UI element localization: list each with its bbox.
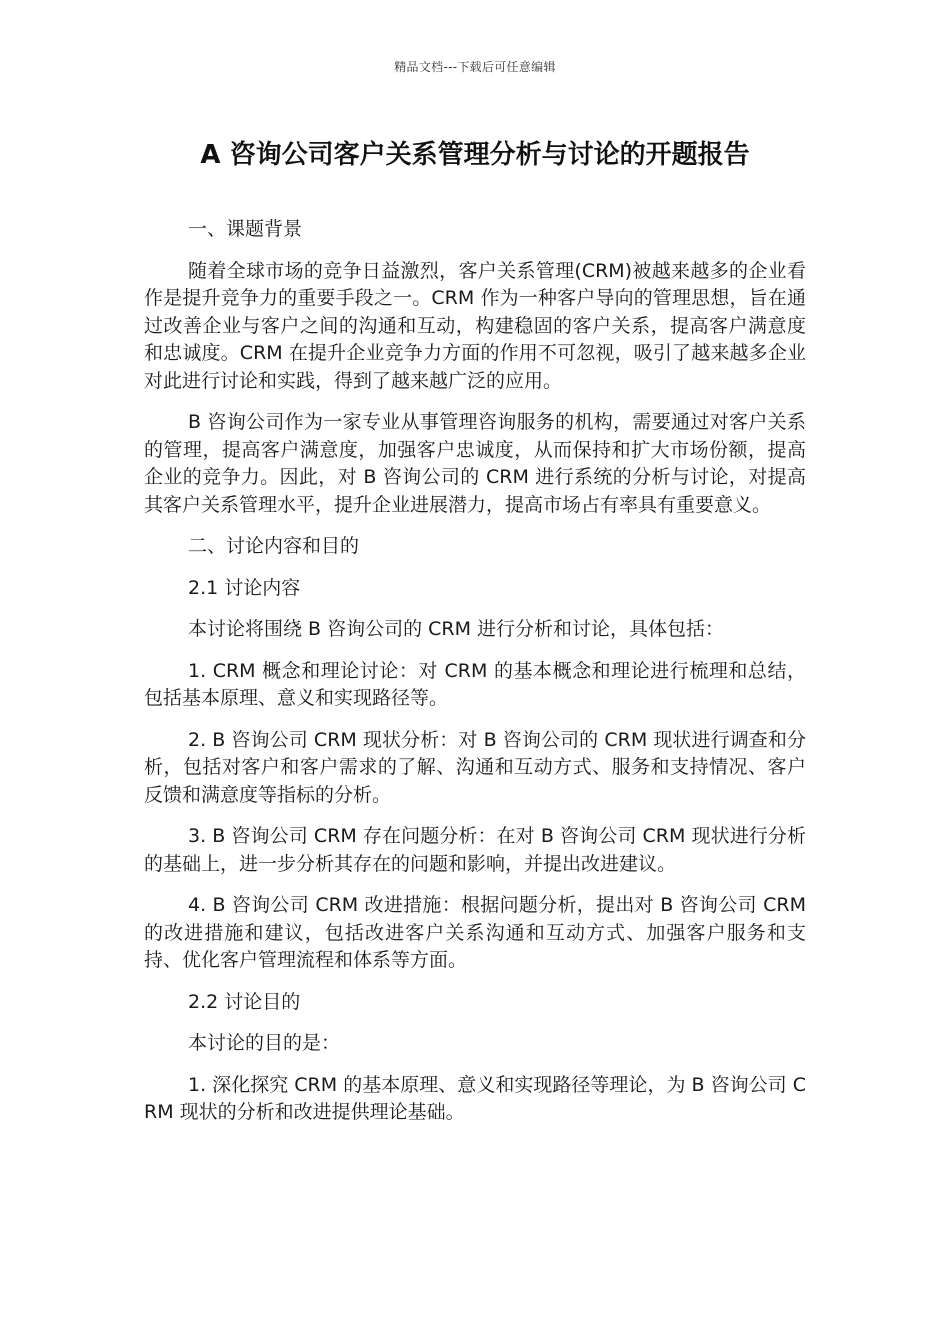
paragraph-purpose-intro: 本讨论的目的是： bbox=[188, 1032, 341, 1054]
document-title: A 咨询公司客户关系管理分析与讨论的开题报告 bbox=[200, 140, 750, 170]
list-item-content-1: 1. CRM 概念和理论讨论：对 CRM 的基本概念和理论进行梳理和总结，包括基本原理、意义和实现路径等。 bbox=[144, 659, 806, 709]
list-item-content-4: 4. B 咨询公司 CRM 改进措施：根据问题分析，提出对 B 咨询公司 CRM 的改进措施和建议，包括改进客户关系沟通和互动方式、加强客户服务和支持、优化客户管理流程和体系等方面。 bbox=[144, 894, 806, 971]
document-body bbox=[144, 216, 806, 1141]
list-item-content-3: 3. B 咨询公司 CRM 存在问题分析：在对 B 咨询公司 CRM 现状进行分析的基础上，进一步分析其存在的问题和影响，并提出改进建议。 bbox=[144, 825, 806, 875]
paragraph-background-1: 随着全球市场的竞争日益激烈，客户关系管理(CRM)被越来越多的企业看作是提升竞争力的重要手段之一。CRM 作为一种客户导向的管理思想，旨在通过改善企业与客户之间的沟通和互动，构建稳固的客户关系，提高客户满意度和忠诚度。CRM 在提升企业竞争力方面的作用不可忽视，吸引了越来越多企业对此进行讨论和实践，得到了越来越广泛的应用。 bbox=[144, 259, 806, 392]
list-item-purpose-1: 1. 深化探究 CRM 的基本原理、意义和实现路径等理论，为 B 咨询公司 CRM 现状的分析和改进提供理论基础。 bbox=[144, 1073, 806, 1123]
section-heading-background: 一、课题背景 bbox=[188, 218, 303, 240]
page-header: 精品文档---下载后可任意编辑 bbox=[394, 60, 556, 74]
subsection-heading-content: 2.1 讨论内容 bbox=[188, 576, 301, 599]
section-heading-content-purpose: 二、讨论内容和目的 bbox=[188, 535, 360, 557]
paragraph-content-intro: 本讨论将围绕 B 咨询公司的 CRM 进行分析和讨论，具体包括： bbox=[188, 618, 725, 640]
paragraph-background-2: B 咨询公司作为一家专业从事管理咨询服务的机构，需要通过对客户关系的管理，提高客户满意度，加强客户忠诚度，从而保持和扩大市场份额，提高企业的竞争力。因此，对 B 咨询公司的 CRM 进行系统的分析与讨论，对提高其客户关系管理水平，提升企业进展潜力，提高市场占有率具有重要意义。 bbox=[144, 411, 806, 516]
subsection-heading-purpose: 2.2 讨论目的 bbox=[188, 990, 301, 1013]
list-item-content-2: 2. B 咨询公司 CRM 现状分析：对 B 咨询公司的 CRM 现状进行调查和分析，包括对客户和客户需求的了解、沟通和互动方式、服务和支持情况、客户反馈和满意度等指标的分析。 bbox=[144, 728, 806, 806]
